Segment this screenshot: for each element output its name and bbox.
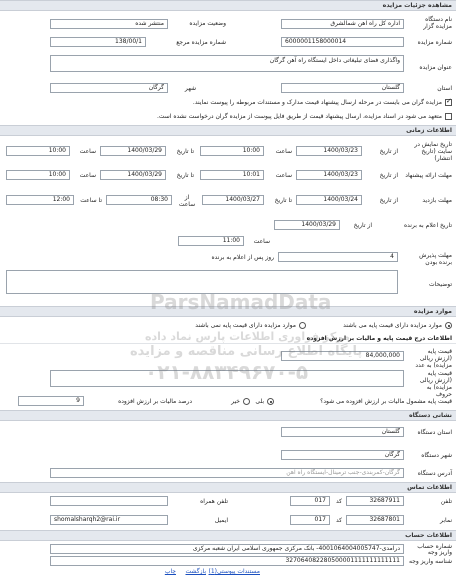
display-to-label: تا تاریخ <box>176 148 194 155</box>
submit-from-date: 1400/03/23 <box>296 170 362 180</box>
org-city-label: شهر دستگاه <box>421 452 452 459</box>
submit-from-time-label: ساعت <box>275 172 292 179</box>
attach-docs-text: مزایده گران می بایست در مرحله ارسال پیشنهاد قیمت مدارک و مستندات مربوطه را پیوست نمایند. <box>192 99 442 106</box>
watermark-line2: پایگاه اطلاع رسانی مناقصه و مزایده <box>130 344 363 359</box>
org-label: نام دستگاه مزایده گزار <box>423 16 452 30</box>
vat-no-label: خیر <box>231 398 240 405</box>
email-field: shomalsharqh2@rai.ir <box>50 515 168 525</box>
winner-days-field: 4 <box>278 252 398 262</box>
address-header: نشانی دستگاه <box>0 410 456 421</box>
visit-to-label: تا تاریخ <box>274 197 292 204</box>
submit-from-time: 10:01 <box>200 170 264 180</box>
title-field: واگذاری فضای تبلیغاتی داخل ایستگاه راه آهن گرگان <box>50 55 404 72</box>
visit-to-time-label: تا ساعت <box>80 197 102 204</box>
has-base-price-text: موارد مزایده دارای قیمت پایه می باشند <box>343 322 442 329</box>
price-divider <box>0 343 456 344</box>
vat-percent-label: درصد مالیات بر ارزش افزوده <box>118 398 192 405</box>
ref-no-field: 138/00/1 <box>50 37 146 47</box>
visit-from-label: از تاریخ <box>379 197 398 204</box>
fax-label: نمابر <box>440 517 452 524</box>
account-header: اطلاعات حساب <box>0 530 456 541</box>
vat-yes-radio[interactable] <box>267 398 274 405</box>
price-subheader: اطلاعات درج قیمت پایه و مالیات بر ارزش افزوده <box>306 335 452 342</box>
no-base-price-text: موارد مزایده دارای قیمت پایه نمی باشند <box>195 322 296 329</box>
ref-no-label: شماره مزایده مرجع <box>176 39 226 46</box>
display-to-time-label: ساعت <box>79 148 96 155</box>
opening-time-label: ساعت <box>253 238 270 245</box>
title-label: عنوان مزایده <box>419 64 452 71</box>
display-date-label: تاریخ نمایش در سایت (تاریخ انتشار) <box>414 141 452 162</box>
mobile-label: تلفن همراه <box>200 498 228 505</box>
vat-question: قیمت پایه مشمول مالیات بر ارزش افزوده می شود؟ <box>320 398 452 405</box>
submit-to-label: تا تاریخ <box>176 172 194 179</box>
visit-from-time-label: از ساعت <box>178 194 196 208</box>
attachments-link[interactable]: مستندات پیوستی(1) <box>208 568 260 575</box>
org-province-field: گلستان <box>281 427 404 437</box>
fax-code-field: 017 <box>290 515 330 525</box>
submit-from-label: از تاریخ <box>379 172 398 179</box>
no-file-checkbox[interactable] <box>445 113 452 120</box>
opening-time: 11:00 <box>178 236 244 246</box>
notes-field <box>6 270 398 294</box>
submit-to-date: 1400/03/29 <box>100 170 166 180</box>
payment-id-label: شناسه واریز وجه <box>409 558 452 565</box>
submit-to-time: 10:00 <box>6 170 70 180</box>
display-to-time: 10:00 <box>6 146 70 156</box>
email-label: ایمیل <box>214 517 228 524</box>
display-from-date: 1400/03/23 <box>296 146 362 156</box>
phone-label: تلفن <box>440 498 452 505</box>
timing-header: اطلاعات زمانی <box>0 125 456 136</box>
submit-to-time-label: ساعت <box>79 172 96 179</box>
status-field: منتشر شده <box>50 19 168 29</box>
org-address-label: آدرس دستگاه <box>417 470 452 477</box>
org-field: اداره کل راه آهن شمالشرق <box>281 19 404 29</box>
notes-label: توضیحات <box>428 281 452 288</box>
account-label: شماره حساب واریز وجه <box>417 543 452 556</box>
no-base-price-radio[interactable] <box>299 322 306 329</box>
vat-no-radio[interactable] <box>243 398 250 405</box>
city-label: شهر <box>184 85 196 92</box>
phone-field: 32687911 <box>346 496 404 506</box>
city-field: گرگان <box>50 83 168 93</box>
account-field: درآمدی-4001064004005747- بانک مرکزی جمهوری اسلامی ایران شعبه مرکزی <box>50 544 404 554</box>
visit-from-time: 08:30 <box>106 195 172 205</box>
visit-to-date: 1400/03/27 <box>202 195 264 205</box>
visit-to-time: 12:00 <box>6 195 74 205</box>
display-from-time-label: ساعت <box>275 148 292 155</box>
payment-id-field: 327064082280500001111111111111 <box>50 556 404 566</box>
base-price-text-label: قیمت پایه (ارزش ریالی مزایده) به حروف <box>419 370 452 398</box>
mobile-field <box>50 496 168 506</box>
display-to-date: 1400/03/29 <box>100 146 166 156</box>
org-address-field: گرگان-کمربندی-جنب ترمینال-ایستگاه راه آهن <box>50 468 404 478</box>
details-header: مشاهده جزئیات مزایده <box>0 0 456 11</box>
base-price-num-label: قیمت پایه (ارزش ریالی مزایده) به عدد <box>415 348 452 369</box>
base-price-text-field <box>50 370 404 387</box>
submit-deadline-label: مهلت ارائه پیشنهاد <box>405 172 452 179</box>
fax-code-label: کد <box>335 517 342 524</box>
opening-from-label: از تاریخ <box>353 222 372 229</box>
back-link[interactable]: بازگشت <box>185 568 206 575</box>
status-label: وضعیت مزایده <box>189 20 226 27</box>
winner-deadline-label: مهلت پذیرش برنده بودن <box>419 252 452 266</box>
base-price-num-field: 84,000,000 <box>281 351 404 361</box>
price-header: موارد مزایده <box>0 306 456 317</box>
org-province-label: استان دستگاه <box>417 429 452 436</box>
phone-code-label: کد <box>335 498 342 505</box>
winner-days-text: روز پس از اعلام به برنده <box>211 254 274 261</box>
display-from-label: از تاریخ <box>379 148 398 155</box>
watermark-brand: ParsNamadData <box>150 290 332 314</box>
watermark-phone: ۰۲۱-۸۸۳۴۹۶۷۰-۵ <box>145 360 309 384</box>
has-base-price-radio[interactable] <box>445 322 452 329</box>
contact-header: اطلاعات تماس <box>0 482 456 493</box>
vat-percent-field: 9 <box>18 396 84 406</box>
opening-date: 1400/03/29 <box>274 220 340 230</box>
visit-deadline-label: مهلت بازدید <box>422 197 452 204</box>
province-field: گلستان <box>281 83 404 93</box>
fax-field: 32687801 <box>346 515 404 525</box>
no-file-text: متعهد می شود در اسناد مزایده، ارسال پیشنهاد قیمت از طریق فایل پیوست از مزایده گران درخواست نشده است. <box>156 113 442 120</box>
province-label: استان <box>437 85 452 92</box>
auction-no-field: 6000001158000014 <box>281 37 404 47</box>
attach-docs-checkbox[interactable] <box>445 99 452 106</box>
org-city-field: گرگان <box>281 450 404 460</box>
phone-code-field: 017 <box>290 496 330 506</box>
watermark-line1: مرکز فراوری اطلاعات پارس نماد داده <box>145 330 350 343</box>
visit-from-date: 1400/03/24 <box>296 195 362 205</box>
print-link[interactable]: چاپ <box>164 568 176 575</box>
auction-no-label: شماره مزایده <box>417 39 452 46</box>
vat-yes-label: بلی <box>255 398 264 405</box>
opening-date-label: تاریخ اعلام به برنده <box>403 222 452 229</box>
display-from-time: 10:00 <box>200 146 264 156</box>
